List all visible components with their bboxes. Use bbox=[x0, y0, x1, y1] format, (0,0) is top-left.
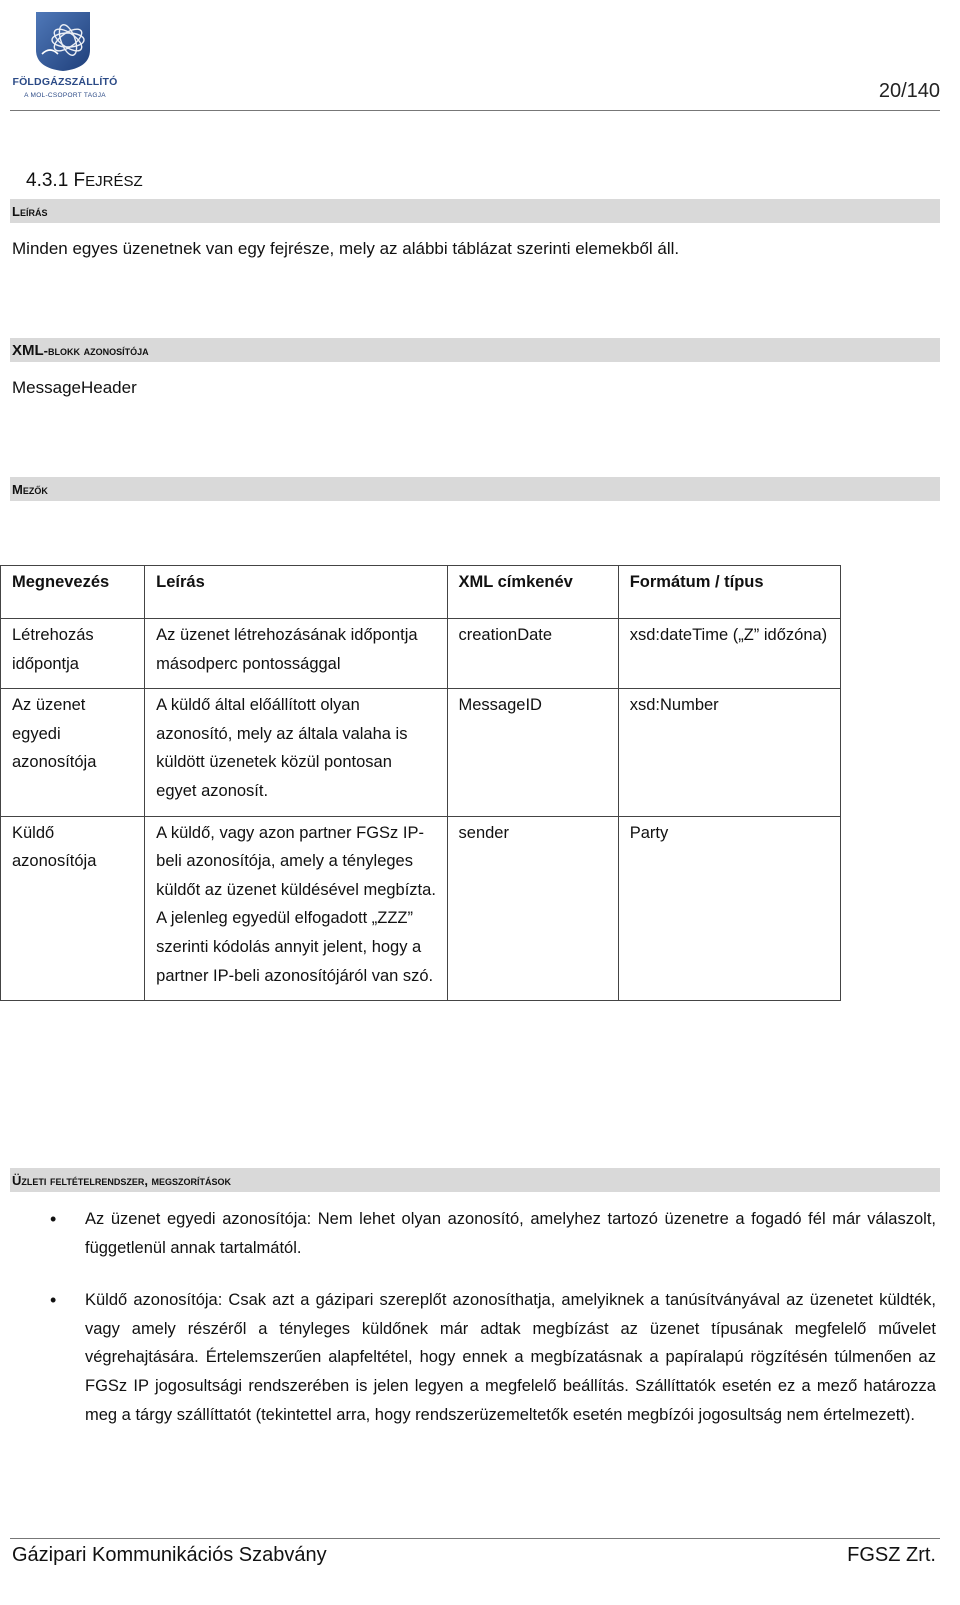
bullet-icon: • bbox=[50, 1209, 57, 1229]
cell-description: A küldő által előállított olyan azonosító, mely az általa valaha is küldött üzenetek közül pontosan egyet azonosít. bbox=[145, 689, 447, 816]
list-item: • Küldő azonosítója: Csak azt a gázipari szereplőt azonosíthatja, amelyiknek a tanúsítványával az üzenetet küldték, vagy amely részéről a tényleges küldőnek már adtak megbízást az üzenet típusának megfelelő művelet végrehajtására. Értelemszerűen alapfeltétel, hogy ennek a megbízatásnak a papíralapú rögzítésén túlmenően az FGSz IP jogosultsági rendszerében is jelen legyen a megfelelő beállítás. Szállíttatók esetén ez a mező határozza meg a tárgy szállíttatót (tekintettel arra, hogy rendszerüzemeltetők esetén megbízói jogosultság nem értelmezett). bbox=[0, 1286, 936, 1429]
description-heading: Leírás bbox=[10, 199, 940, 223]
company-logo bbox=[10, 8, 120, 100]
table-row bbox=[1, 619, 841, 689]
logo-tagline: A MOL-CSOPORT TAGJA bbox=[24, 92, 106, 99]
logo-company-name: FÖLDGÁZSZÁLLÍTÓ bbox=[12, 76, 118, 88]
cell-name: Küldő azonosítója bbox=[1, 816, 145, 1001]
bullet-icon: • bbox=[50, 1290, 57, 1311]
cell-format: xsd:Number bbox=[618, 689, 840, 816]
cell-xml-tag: sender bbox=[447, 816, 618, 1001]
table-row bbox=[1, 816, 841, 1001]
cell-format: xsd:dateTime („Z” időzóna) bbox=[618, 619, 840, 689]
logo-emblem-icon bbox=[32, 10, 94, 72]
section-title: FEJRÉSZ bbox=[73, 170, 143, 191]
fields-heading: Mezők bbox=[10, 477, 940, 501]
table-header-row bbox=[1, 566, 841, 619]
page-number: 20/140 bbox=[878, 80, 940, 102]
cell-xml-tag: MessageID bbox=[447, 689, 618, 816]
section-heading bbox=[26, 170, 143, 192]
header-divider bbox=[10, 110, 940, 111]
cell-name: Az üzenet egyedi azonosítója bbox=[1, 689, 145, 816]
footer-company: FGSZ Zrt. bbox=[847, 1544, 936, 1566]
footer-divider bbox=[10, 1538, 940, 1539]
table-row bbox=[1, 689, 841, 816]
cell-description: A küldő, vagy azon partner FGSz IP-beli azonosítója, amely a tényleges küldőt az üzenet küldésével megbízta. A jelenleg egyedül elfogadott „ZZZ” szerinti kódolás annyit jelent, hogy a partner IP-beli azonosítójáról van szó. bbox=[145, 816, 447, 1001]
cell-xml-tag: creationDate bbox=[447, 619, 618, 689]
section-number: 4.3.1 bbox=[26, 170, 69, 191]
column-header-format: Formátum / típus bbox=[618, 566, 840, 619]
cell-format: Party bbox=[618, 816, 840, 1001]
footer-document-title: Gázipari Kommunikációs Szabvány bbox=[12, 1544, 327, 1566]
xml-block-value: MessageHeader bbox=[12, 378, 137, 397]
rules-heading: Üzleti feltételrendszer, megszorítások bbox=[10, 1168, 940, 1192]
fields-table bbox=[0, 565, 841, 1001]
column-header-xml-tag: XML címkenév bbox=[447, 566, 618, 619]
list-item: • Az üzenet egyedi azonosítója: Nem lehet olyan azonosító, amelyhez tartozó üzenetre a fogadó fél már válaszolt, függetlenül annak tartalmától. bbox=[0, 1205, 936, 1262]
rules-list bbox=[0, 1205, 936, 1453]
cell-description: Az üzenet létrehozásának időpontja másodperc pontossággal bbox=[145, 619, 447, 689]
column-header-description: Leírás bbox=[145, 566, 447, 619]
description-text: Minden egyes üzenetnek van egy fejrésze, mely az alábbi táblázat szerinti elemekből áll. bbox=[12, 239, 680, 258]
xml-block-heading: XML-blokk azonosítója bbox=[10, 338, 940, 362]
cell-name: Létrehozás időpontja bbox=[1, 619, 145, 689]
column-header-name: Megnevezés bbox=[1, 566, 145, 619]
